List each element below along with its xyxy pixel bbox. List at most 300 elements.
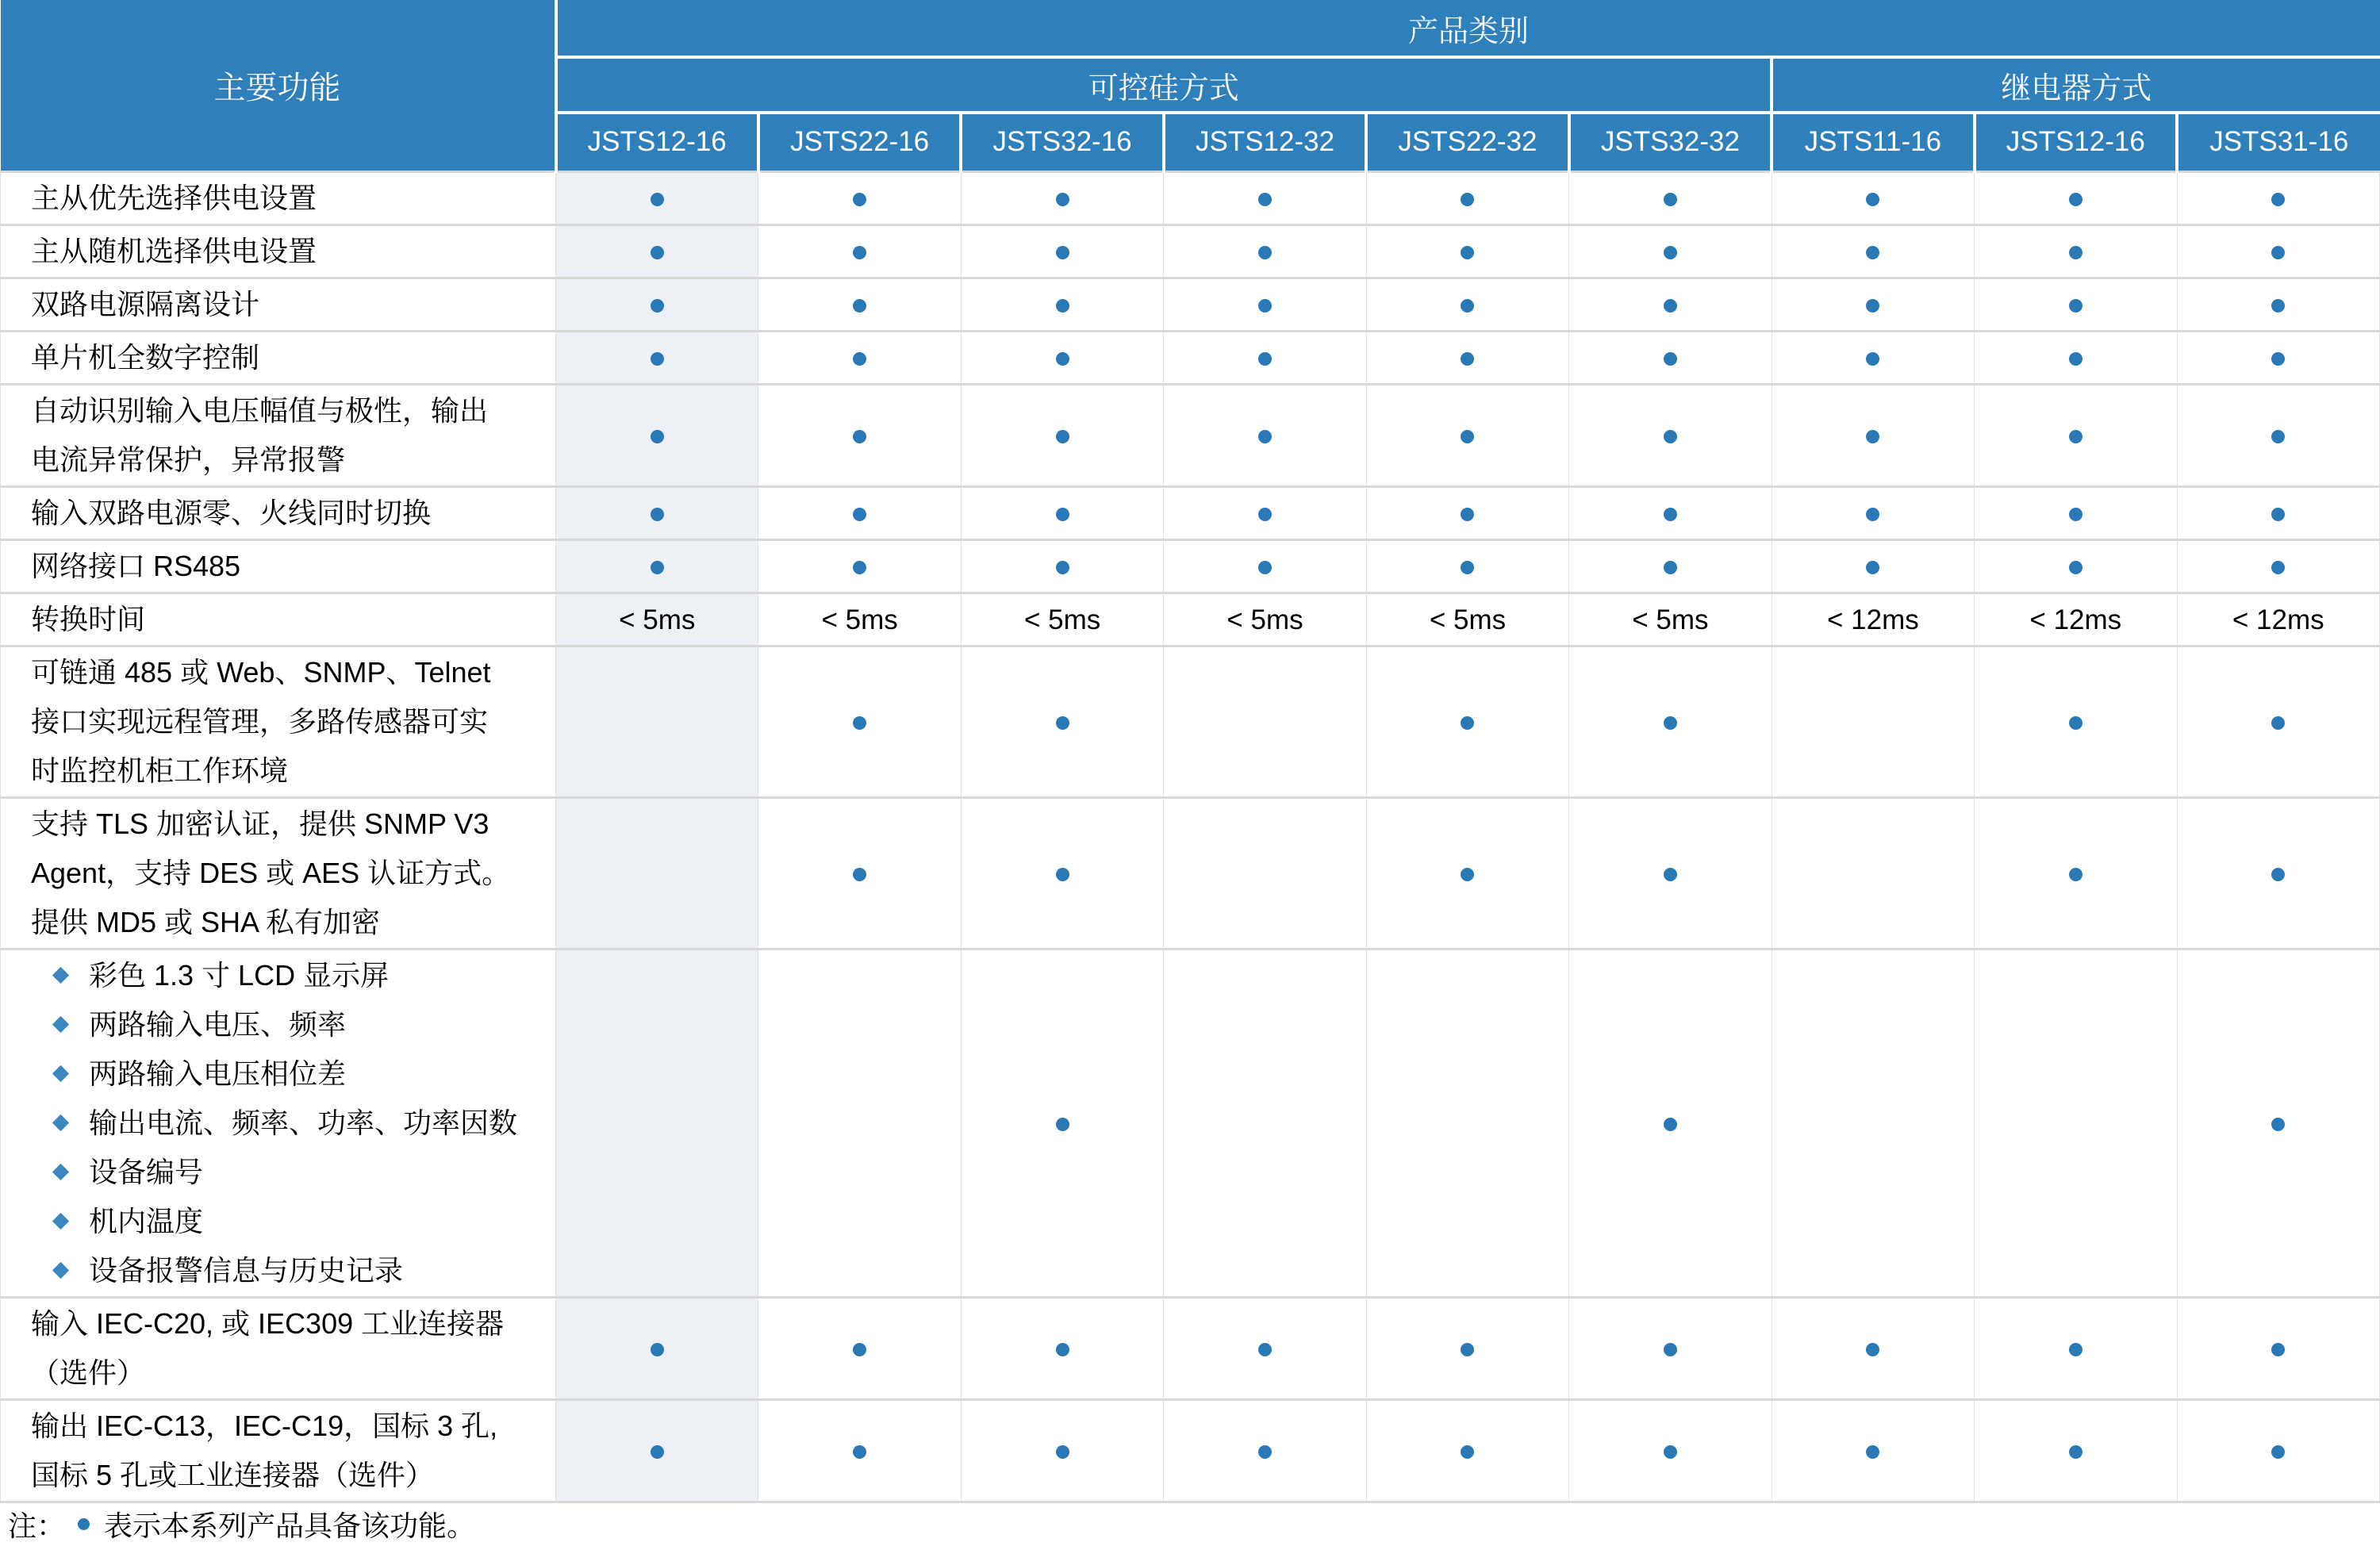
feature-dot-icon (853, 430, 866, 443)
feature-empty-cell (1772, 797, 1974, 949)
feature-empty-cell (556, 646, 758, 797)
row-label (1, 1399, 556, 1502)
feature-dot-cell (1975, 539, 2177, 593)
feature-dot-cell (556, 224, 758, 278)
feature-dot-cell (2177, 797, 2380, 949)
feature-dot-icon (1258, 1343, 1272, 1356)
table-row (1, 1297, 2380, 1399)
feature-dot-cell (1366, 384, 1568, 486)
table-row (1, 278, 2380, 331)
feature-value-cell (556, 593, 758, 646)
row-label-text: 单片机全数字控制 (31, 340, 260, 374)
feature-dot-cell (2177, 1297, 2380, 1399)
feature-dot-icon (1258, 352, 1272, 366)
feature-dot-icon (1056, 193, 1069, 206)
feature-dot-icon (651, 430, 664, 443)
feature-dot-cell (556, 1297, 758, 1399)
feature-dot-icon (1056, 352, 1069, 366)
feature-dot-cell (1772, 171, 1974, 224)
feature-dot-cell (961, 171, 1163, 224)
model-header-9: JSTS31-16 (2177, 113, 2380, 171)
feature-dot-cell (1366, 1297, 1568, 1399)
feature-dot-icon (651, 193, 664, 206)
feature-dot-cell (758, 539, 961, 593)
group-header-relay: 继电器方式 (1772, 57, 2379, 113)
feature-value: < 12ms (1826, 604, 1919, 635)
feature-dot-cell (1569, 797, 1772, 949)
footnote (8, 1503, 2380, 1546)
feature-value: < 5ms (1429, 604, 1507, 635)
feature-dot-icon (651, 352, 664, 366)
feature-dot-icon (1461, 1445, 1474, 1459)
row-label-text: 输入双路电源零、火线同时切换 (31, 496, 432, 529)
bullet-line (31, 1099, 536, 1148)
footnote-text: 表示本系列产品具备该功能。 (104, 1510, 476, 1542)
row-label-text: 国标 5 孔或工业连接器（选件） (31, 1458, 435, 1491)
feature-dot-icon (1866, 352, 1879, 366)
feature-dot-cell (961, 797, 1163, 949)
feature-value: < 12ms (2232, 604, 2324, 635)
feature-dot-icon (2271, 868, 2285, 881)
feature-dot-icon (2069, 246, 2082, 259)
bullet-text: 设备报警信息与历史记录 (89, 1253, 404, 1287)
feature-dot-cell (1772, 1297, 1974, 1399)
feature-dot-cell (1975, 171, 2177, 224)
model-header-4: JSTS12-32 (1164, 113, 1366, 171)
feature-dot-icon (1461, 430, 1474, 443)
feature-dot-icon (1664, 1118, 1677, 1131)
feature-dot-cell (1975, 646, 2177, 797)
feature-dot-icon (1258, 299, 1272, 313)
feature-value-cell (1164, 593, 1366, 646)
row-label-text: 主从优先选择供电设置 (31, 181, 317, 214)
feature-dot-cell (1366, 486, 1568, 539)
feature-dot-cell (758, 797, 961, 949)
feature-dot-icon (1461, 299, 1474, 313)
feature-dot-icon (1461, 246, 1474, 259)
table-row (1, 646, 2380, 797)
row-label (1, 331, 556, 384)
row-label-text: 可链通 485 或 Web、SNMP、Telnet (31, 655, 491, 689)
bullet-diamond-icon (52, 1065, 69, 1082)
feature-dot-icon (1461, 352, 1474, 366)
feature-dot-icon (1664, 561, 1677, 574)
feature-dot-cell (961, 646, 1163, 797)
feature-dot-icon (2069, 1343, 2082, 1356)
feature-dot-cell (1569, 1399, 1772, 1502)
row-label-text: （选件） (31, 1356, 146, 1389)
feature-dot-cell (1366, 224, 1568, 278)
feature-dot-cell (556, 171, 758, 224)
product-category-header: 产品类别 (556, 0, 2380, 57)
feature-dot-cell (1772, 1399, 1974, 1502)
feature-dot-icon (2069, 299, 2082, 313)
feature-dot-icon (1866, 1445, 1879, 1459)
bullet-diamond-icon (52, 1262, 69, 1279)
feature-dot-cell (1164, 171, 1366, 224)
feature-dot-icon (1664, 193, 1677, 206)
feature-dot-cell (758, 1297, 961, 1399)
feature-dot-cell (1366, 278, 1568, 331)
bullet-text: 两路输入电压、频率 (89, 1007, 347, 1041)
feature-dot-cell (1772, 539, 1974, 593)
feature-dot-icon (1664, 868, 1677, 881)
feature-dot-icon (2069, 430, 2082, 443)
feature-dot-icon (651, 299, 664, 313)
row-label (1, 224, 556, 278)
feature-dot-cell (2177, 949, 2380, 1297)
row-label-text: 电流异常保护，异常报警 (31, 443, 346, 476)
feature-value: < 5ms (821, 604, 898, 635)
feature-dot-cell (2177, 278, 2380, 331)
feature-dot-cell (1569, 646, 1772, 797)
table-row (1, 224, 2380, 278)
feature-value-cell (961, 593, 1163, 646)
feature-value: < 12ms (2029, 604, 2122, 635)
feature-dot-cell (1975, 278, 2177, 331)
feature-dot-cell (758, 224, 961, 278)
feature-dot-icon (1056, 1343, 1069, 1356)
feature-dot-icon (2271, 299, 2285, 313)
feature-dot-cell (758, 646, 961, 797)
feature-dot-icon (853, 508, 866, 521)
feature-dot-cell (2177, 539, 2380, 593)
feature-dot-cell (556, 384, 758, 486)
feature-dot-icon (1664, 716, 1677, 730)
feature-empty-cell (758, 949, 961, 1297)
feature-value: < 5ms (1226, 604, 1303, 635)
feature-dot-cell (556, 331, 758, 384)
feature-dot-icon (2069, 868, 2082, 881)
feature-dot-icon (1664, 430, 1677, 443)
feature-dot-cell (1164, 486, 1366, 539)
bullet-text: 输出电流、频率、功率、功率因数 (89, 1106, 518, 1139)
feature-value-cell (1569, 593, 1772, 646)
feature-dot-cell (556, 278, 758, 331)
feature-dot-icon (1258, 1445, 1272, 1459)
feature-empty-cell (1772, 646, 1974, 797)
feature-dot-cell (1164, 1399, 1366, 1502)
feature-dot-icon (1461, 716, 1474, 730)
feature-dot-cell (1772, 278, 1974, 331)
bullet-diamond-icon (52, 1016, 69, 1033)
bullet-line (31, 1197, 536, 1246)
feature-value: < 5ms (1632, 604, 1709, 635)
row-label-text: 输出 IEC-C13，IEC-C19，国标 3 孔, (31, 1409, 498, 1442)
feature-dot-cell (556, 539, 758, 593)
table-row (1, 539, 2380, 593)
feature-dot-cell (1366, 539, 1568, 593)
feature-dot-cell (1975, 384, 2177, 486)
model-header-5: JSTS22-32 (1366, 113, 1568, 171)
feature-dot-icon (1866, 508, 1879, 521)
feature-dot-cell (1366, 1399, 1568, 1502)
feature-dot-icon (651, 1343, 664, 1356)
feature-dot-icon (853, 716, 866, 730)
feature-empty-cell (1164, 797, 1366, 949)
feature-dot-cell (1366, 331, 1568, 384)
footnote-prefix: 注： (8, 1510, 66, 1542)
feature-dot-cell (2177, 1399, 2380, 1502)
model-header-3: JSTS32-16 (961, 113, 1163, 171)
feature-dot-icon (1056, 561, 1069, 574)
feature-dot-cell (758, 331, 961, 384)
feature-dot-icon (853, 1343, 866, 1356)
feature-dot-cell (1164, 224, 1366, 278)
row-label-text: 时监控机柜工作环境 (31, 754, 289, 787)
row-label-text: Agent，支持 DES 或 AES 认证方式。 (31, 856, 511, 889)
row-label-text: 双路电源隔离设计 (31, 287, 260, 320)
feature-dot-icon (853, 868, 866, 881)
table-row (1, 797, 2380, 949)
feature-dot-icon (1461, 868, 1474, 881)
feature-dot-cell (2177, 171, 2380, 224)
model-header-6: JSTS32-32 (1569, 113, 1772, 171)
feature-dot-icon (1056, 246, 1069, 259)
feature-dot-cell (1569, 539, 1772, 593)
feature-dot-cell (1569, 224, 1772, 278)
bullet-diamond-icon (52, 1213, 69, 1230)
feature-table-body (1, 171, 2380, 1502)
row-label (1, 486, 556, 539)
bullet-text: 机内温度 (89, 1204, 204, 1237)
feature-dot-cell (961, 384, 1163, 486)
feature-dot-icon (1258, 193, 1272, 206)
feature-dot-cell (1366, 797, 1568, 949)
feature-value: < 5ms (1023, 604, 1101, 635)
feature-dot-icon (1866, 1343, 1879, 1356)
feature-dot-icon (853, 561, 866, 574)
bullet-text: 两路输入电压相位差 (89, 1057, 347, 1090)
feature-dot-cell (1164, 539, 1366, 593)
feature-empty-cell (1975, 949, 2177, 1297)
feature-dot-cell (1569, 331, 1772, 384)
feature-empty-cell (1366, 949, 1568, 1297)
model-header-7: JSTS11-16 (1772, 113, 1974, 171)
main-function-header: 主要功能 (1, 0, 556, 171)
feature-dot-cell (758, 384, 961, 486)
feature-dot-cell (1975, 1297, 2177, 1399)
feature-dot-icon (2271, 1118, 2285, 1131)
feature-dot-icon (1664, 246, 1677, 259)
feature-value-cell (758, 593, 961, 646)
feature-dot-icon (2069, 1445, 2082, 1459)
model-header-1: JSTS12-16 (556, 113, 758, 171)
feature-dot-icon (1056, 508, 1069, 521)
bullet-line (31, 1148, 536, 1197)
feature-dot-icon (1056, 1118, 1069, 1131)
feature-dot-cell (961, 486, 1163, 539)
bullet-diamond-icon (52, 967, 69, 984)
bullet-text: 彩色 1.3 寸 LCD 显示屏 (89, 958, 390, 992)
row-label-text: 提供 MD5 或 SHA 私有加密 (31, 905, 381, 938)
feature-dot-cell (1975, 1399, 2177, 1502)
feature-dot-cell (961, 278, 1163, 331)
feature-dot-icon (2069, 561, 2082, 574)
feature-dot-icon (853, 246, 866, 259)
feature-dot-icon (2271, 716, 2285, 730)
feature-dot-icon (1056, 716, 1069, 730)
feature-dot-icon (853, 1445, 866, 1459)
bullet-line (31, 1000, 536, 1049)
feature-dot-icon (2069, 716, 2082, 730)
feature-dot-cell (1975, 224, 2177, 278)
feature-empty-cell (556, 797, 758, 949)
row-label (1, 278, 556, 331)
feature-dot-cell (556, 1399, 758, 1502)
feature-dot-cell (1164, 384, 1366, 486)
feature-dot-cell (1164, 1297, 1366, 1399)
feature-dot-cell (1569, 486, 1772, 539)
table-row (1, 949, 2380, 1297)
row-label (1, 539, 556, 593)
feature-dot-cell (961, 539, 1163, 593)
feature-dot-cell (1164, 331, 1366, 384)
feature-dot-cell (2177, 646, 2380, 797)
feature-dot-icon (1664, 352, 1677, 366)
bullet-text: 设备编号 (89, 1155, 204, 1188)
feature-dot-cell (556, 486, 758, 539)
feature-dot-icon (1664, 1343, 1677, 1356)
feature-dot-icon (2069, 352, 2082, 366)
feature-dot-cell (961, 1297, 1163, 1399)
feature-dot-icon (1258, 246, 1272, 259)
model-header-2: JSTS22-16 (758, 113, 961, 171)
feature-dot-icon (853, 352, 866, 366)
row-label-text: 输入 IEC-C20, 或 IEC309 工业连接器 (31, 1306, 505, 1340)
row-label (1, 593, 556, 646)
feature-dot-cell (1569, 171, 1772, 224)
bullet-line (31, 951, 536, 1000)
feature-value: < 5ms (619, 604, 696, 635)
feature-dot-cell (1164, 278, 1366, 331)
feature-dot-cell (1772, 331, 1974, 384)
feature-empty-cell (556, 949, 758, 1297)
feature-dot-icon (1866, 430, 1879, 443)
row-label (1, 797, 556, 949)
feature-dot-icon (1461, 561, 1474, 574)
table-row (1, 171, 2380, 224)
feature-dot-icon (2271, 1343, 2285, 1356)
feature-dot-icon (1866, 561, 1879, 574)
feature-dot-icon (1461, 508, 1474, 521)
feature-dot-icon (1258, 508, 1272, 521)
feature-dot-cell (758, 171, 961, 224)
feature-dot-icon (1866, 246, 1879, 259)
feature-dot-icon (1056, 430, 1069, 443)
feature-dot-cell (1366, 171, 1568, 224)
feature-dot-cell (2177, 486, 2380, 539)
table-row (1, 593, 2380, 646)
feature-dot-cell (1569, 384, 1772, 486)
feature-dot-icon (651, 246, 664, 259)
row-label-text: 支持 TLS 加密认证，提供 SNMP V3 (31, 807, 489, 840)
row-label (1, 1297, 556, 1399)
feature-dot-cell (2177, 331, 2380, 384)
row-label (1, 646, 556, 797)
feature-dot-cell (961, 224, 1163, 278)
feature-dot-icon (1664, 508, 1677, 521)
feature-dot-cell (1975, 797, 2177, 949)
feature-dot-icon (1258, 430, 1272, 443)
table-row (1, 331, 2380, 384)
feature-dot-icon (1461, 193, 1474, 206)
feature-dot-cell (1772, 224, 1974, 278)
feature-dot-cell (1569, 278, 1772, 331)
bullet-line (31, 1246, 536, 1295)
feature-dot-cell (1772, 384, 1974, 486)
feature-dot-cell (1569, 1297, 1772, 1399)
bullet-line (31, 1049, 536, 1099)
feature-dot-cell (1569, 949, 1772, 1297)
feature-dot-cell (961, 331, 1163, 384)
legend-dot-icon (78, 1518, 90, 1530)
feature-value-cell (1772, 593, 1974, 646)
feature-dot-icon (853, 193, 866, 206)
feature-dot-icon (1866, 299, 1879, 313)
feature-dot-icon (651, 508, 664, 521)
row-label (1, 384, 556, 486)
feature-dot-cell (2177, 384, 2380, 486)
feature-dot-icon (2271, 193, 2285, 206)
row-label-text: 主从随机选择供电设置 (31, 234, 317, 267)
feature-dot-icon (2271, 1445, 2285, 1459)
feature-dot-icon (1664, 299, 1677, 313)
feature-dot-cell (758, 1399, 961, 1502)
feature-dot-icon (2069, 508, 2082, 521)
feature-dot-icon (2271, 430, 2285, 443)
feature-dot-icon (651, 1445, 664, 1459)
feature-dot-icon (1056, 299, 1069, 313)
row-label-text: 自动识别输入电压幅值与极性，输出 (31, 393, 489, 427)
table-row (1, 486, 2380, 539)
feature-dot-icon (651, 561, 664, 574)
feature-dot-icon (2271, 352, 2285, 366)
feature-dot-icon (2069, 193, 2082, 206)
feature-value-cell (2177, 593, 2380, 646)
bullet-diamond-icon (52, 1164, 69, 1180)
row-label-text: 接口实现远程管理，多路传感器可实 (31, 704, 489, 738)
feature-dot-cell (961, 1399, 1163, 1502)
feature-dot-cell (1366, 646, 1568, 797)
feature-dot-icon (1866, 193, 1879, 206)
feature-empty-cell (1772, 949, 1974, 1297)
feature-dot-cell (1975, 486, 2177, 539)
feature-dot-cell (758, 486, 961, 539)
feature-dot-cell (1772, 486, 1974, 539)
feature-dot-icon (1664, 1445, 1677, 1459)
feature-dot-icon (1258, 561, 1272, 574)
feature-dot-icon (1056, 1445, 1069, 1459)
model-header-8: JSTS12-16 (1975, 113, 2177, 171)
table-row (1, 384, 2380, 486)
feature-value-cell (1975, 593, 2177, 646)
feature-dot-icon (1461, 1343, 1474, 1356)
feature-dot-cell (1975, 331, 2177, 384)
feature-dot-icon (2271, 246, 2285, 259)
table-row (1, 1399, 2380, 1502)
group-header-scr: 可控硅方式 (556, 57, 1772, 113)
row-label (1, 171, 556, 224)
row-label-text: 转换时间 (31, 602, 146, 635)
feature-dot-cell (2177, 224, 2380, 278)
feature-dot-icon (2271, 508, 2285, 521)
feature-dot-icon (853, 299, 866, 313)
feature-empty-cell (1164, 646, 1366, 797)
feature-dot-icon (2271, 561, 2285, 574)
feature-dot-icon (1056, 868, 1069, 881)
table-header (1, 0, 2380, 171)
